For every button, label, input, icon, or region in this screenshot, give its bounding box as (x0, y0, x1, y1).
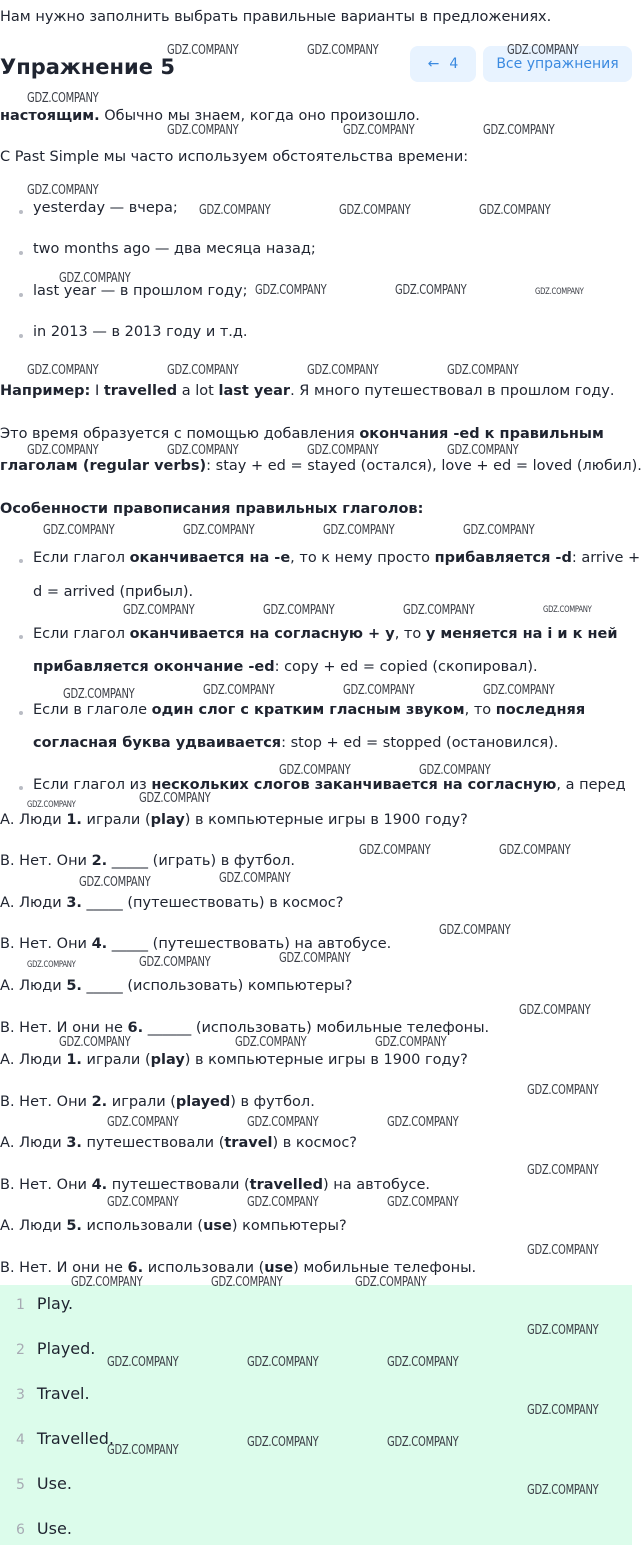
bullet (19, 293, 23, 297)
watermark: GDZ.COMPANY (387, 1435, 459, 1450)
watermark: GDZ.COMPANY (139, 791, 211, 806)
watermark: GDZ.COMPANY (527, 1243, 599, 1258)
watermark: GDZ.COMPANY (279, 763, 351, 778)
time-word: in 2013 — в 2013 году и т.д. (33, 324, 248, 340)
bullet (19, 210, 23, 214)
bullet (19, 334, 23, 338)
example-line: Например: I travelled a lot last year. Я много путешествовал в прошлом году. (0, 383, 615, 399)
watermark: GDZ.COMPANY (323, 523, 395, 538)
watermark: GDZ.COMPANY (339, 203, 411, 218)
watermark: GDZ.COMPANY (247, 1195, 319, 1210)
watermark: GDZ.COMPANY (307, 43, 379, 58)
watermark: GDZ.COMPANY (359, 843, 431, 858)
watermark: GDZ.COMPANY (107, 1195, 179, 1210)
bullet (19, 635, 23, 639)
watermark: GDZ.COMPANY (107, 1443, 179, 1458)
watermark: GDZ.COMPANY (307, 363, 379, 378)
watermark: GDZ.COMPANY (463, 523, 535, 538)
solution-line: В. Нет. И они не 6. использовали (use) мобильные телефоны. (0, 1260, 477, 1276)
watermark: GDZ.COMPANY (27, 183, 99, 198)
bullet (19, 711, 23, 715)
solution-line: А. Люди 5. использовали (use) компьютеры? (0, 1218, 347, 1234)
solution-line: В. Нет. Они 4. путешествовали (travelled) на автобусе. (0, 1177, 430, 1193)
time-word: two months ago — два месяца назад; (33, 241, 316, 257)
task-line: А. Люди 3. _____ (путешествовать) в космос? (0, 895, 344, 911)
time-word: last year — в прошлом году; (33, 283, 248, 299)
formation-line-2: глаголам (regular verbs): stay + ed = stayed (остался), love + ed = loved (любил). (0, 458, 642, 474)
back-button-label: 4 (449, 56, 459, 72)
watermark: GDZ.COMPANY (263, 603, 335, 618)
solution-line: А. Люди 1. играли (play) в компьютерные игры в 1900 году? (0, 1052, 468, 1068)
watermark: GDZ.COMPANY (483, 123, 555, 138)
watermark: GDZ.COMPANY (43, 523, 115, 538)
watermark: GDZ.COMPANY (167, 43, 239, 58)
watermark: GDZ.COMPANY (139, 955, 211, 970)
watermark: GDZ.COMPANY (247, 1435, 319, 1450)
watermark: GDZ.COMPANY (203, 683, 275, 698)
watermark: GDZ.COMPANY (527, 1163, 599, 1178)
theory-line-2: С Past Simple мы часто используем обстоятельства времени: (0, 149, 469, 165)
rule-4-line-1: Если глагол из нескольких слогов заканчивается на согласную, а перед (33, 777, 626, 793)
watermark: GDZ.COMPANY (479, 203, 551, 218)
bullet (19, 786, 23, 790)
task-line: В. Нет. Они 2. _____ (играть) в футбол. (0, 853, 295, 869)
watermark: GDZ.COMPANY (167, 443, 239, 458)
watermark: GDZ.COMPANY (307, 443, 379, 458)
answer-item: 2 Played. (16, 1339, 96, 1358)
watermark: GDZ.COMPANY (79, 875, 151, 890)
watermark: GDZ.COMPANY (387, 1115, 459, 1130)
answer-item: 3 Travel. (16, 1384, 90, 1403)
watermark: GDZ.COMPANY (527, 1403, 599, 1418)
solution-line: В. Нет. Они 2. играли (played) в футбол. (0, 1094, 315, 1110)
task-line: В. Нет. И они не 6. ______ (использовать) мобильные телефоны. (0, 1020, 490, 1036)
theory-line-1: настоящим. Обычно мы знаем, когда оно произошло. (0, 108, 420, 124)
watermark: GDZ.COMPANY (27, 363, 99, 378)
answer-item: 4 Travelled. (16, 1429, 115, 1448)
watermark: GDZ.COMPANY (255, 283, 327, 298)
rule-2-line-1: Если глагол оканчивается на согласную + у, то у меняется на i и к ней (33, 626, 618, 642)
watermark: GDZ.COMPANY (219, 871, 291, 886)
watermark: GDZ.COMPANY (527, 1483, 599, 1498)
rule-1-line-1: Если глагол оканчивается на -е, то к нему просто прибавляется -d: arrive + (33, 550, 641, 566)
answer-item: 1 Play. (16, 1294, 74, 1313)
watermark: GDZ.COMPANY (499, 843, 571, 858)
solution-line: А. Люди 3. путешествовали (travel) в космос? (0, 1135, 358, 1151)
watermark: GDZ.COMPANY (483, 683, 555, 698)
watermark: GDZ.COMPANY (27, 443, 99, 458)
spelling-title: Особенности правописания правильных глаголов: (0, 501, 424, 517)
watermark: GDZ.COMPANY (375, 1035, 447, 1050)
rule-2-line-2: прибавляется окончание -ed: copy + ed = copied (скопировал). (33, 659, 538, 675)
watermark: GDZ.COMPANY (447, 363, 519, 378)
rule-3-line-2: согласная буква удваивается: stop + ed = stopped (остановился). (33, 735, 559, 751)
watermark: GDZ.COMPANY (167, 123, 239, 138)
watermark: GDZ.COMPANY (27, 960, 76, 970)
watermark: GDZ.COMPANY (419, 763, 491, 778)
arrow-left-icon: ← (427, 56, 440, 72)
watermark: GDZ.COMPANY (107, 1355, 179, 1370)
watermark: GDZ.COMPANY (59, 271, 131, 286)
watermark: GDZ.COMPANY (235, 1035, 307, 1050)
watermark: GDZ.COMPANY (211, 1275, 283, 1290)
intro-text: Нам нужно заполнить выбрать правильные варианты в предложениях. (0, 9, 552, 25)
watermark: GDZ.COMPANY (27, 91, 99, 106)
watermark: GDZ.COMPANY (387, 1195, 459, 1210)
bullet (19, 559, 23, 563)
watermark: GDZ.COMPANY (387, 1355, 459, 1370)
watermark: GDZ.COMPANY (543, 605, 592, 615)
watermark: GDZ.COMPANY (27, 800, 76, 810)
watermark: GDZ.COMPANY (71, 1275, 143, 1290)
watermark: GDZ.COMPANY (343, 683, 415, 698)
watermark: GDZ.COMPANY (107, 1115, 179, 1130)
task-line: В. Нет. Они 4. _____ (путешествовать) на автобусе. (0, 936, 392, 952)
all-exercises-button[interactable]: Все упражнения (483, 46, 632, 82)
formation-line-1: Это время образуется с помощью добавления окончания -ed к правильным (0, 426, 604, 442)
watermark: GDZ.COMPANY (199, 203, 271, 218)
watermark: GDZ.COMPANY (63, 687, 135, 702)
watermark: GDZ.COMPANY (355, 1275, 427, 1290)
task-line: А. Люди 5. _____ (использовать) компьютеры? (0, 978, 353, 994)
watermark: GDZ.COMPANY (247, 1115, 319, 1130)
answer-item: 5 Use. (16, 1474, 72, 1493)
watermark: GDZ.COMPANY (247, 1355, 319, 1370)
watermark: GDZ.COMPANY (403, 603, 475, 618)
rule-3-line-1: Если в глаголе один слог с кратким гласным звуком, то последняя (33, 702, 586, 718)
answer-item: 6 Use. (16, 1519, 72, 1538)
watermark: GDZ.COMPANY (123, 603, 195, 618)
watermark: GDZ.COMPANY (439, 923, 511, 938)
watermark: GDZ.COMPANY (279, 951, 351, 966)
watermark: GDZ.COMPANY (535, 287, 584, 297)
watermark: GDZ.COMPANY (167, 363, 239, 378)
rule-1-line-2: d = arrived (прибыл). (33, 584, 194, 600)
watermark: GDZ.COMPANY (527, 1083, 599, 1098)
watermark: GDZ.COMPANY (395, 283, 467, 298)
watermark: GDZ.COMPANY (527, 1323, 599, 1338)
task-line: А. Люди 1. играли (play) в компьютерные игры в 1900 году? (0, 812, 468, 828)
watermark: GDZ.COMPANY (507, 43, 579, 58)
bullet (19, 251, 23, 255)
watermark: GDZ.COMPANY (447, 443, 519, 458)
back-button[interactable] (410, 46, 476, 82)
exercise-title: Упражнение 5 (0, 55, 175, 79)
watermark: GDZ.COMPANY (519, 1003, 591, 1018)
watermark: GDZ.COMPANY (343, 123, 415, 138)
watermark: GDZ.COMPANY (59, 1035, 131, 1050)
time-word: yesterday — вчера; (33, 200, 178, 216)
watermark: GDZ.COMPANY (183, 523, 255, 538)
